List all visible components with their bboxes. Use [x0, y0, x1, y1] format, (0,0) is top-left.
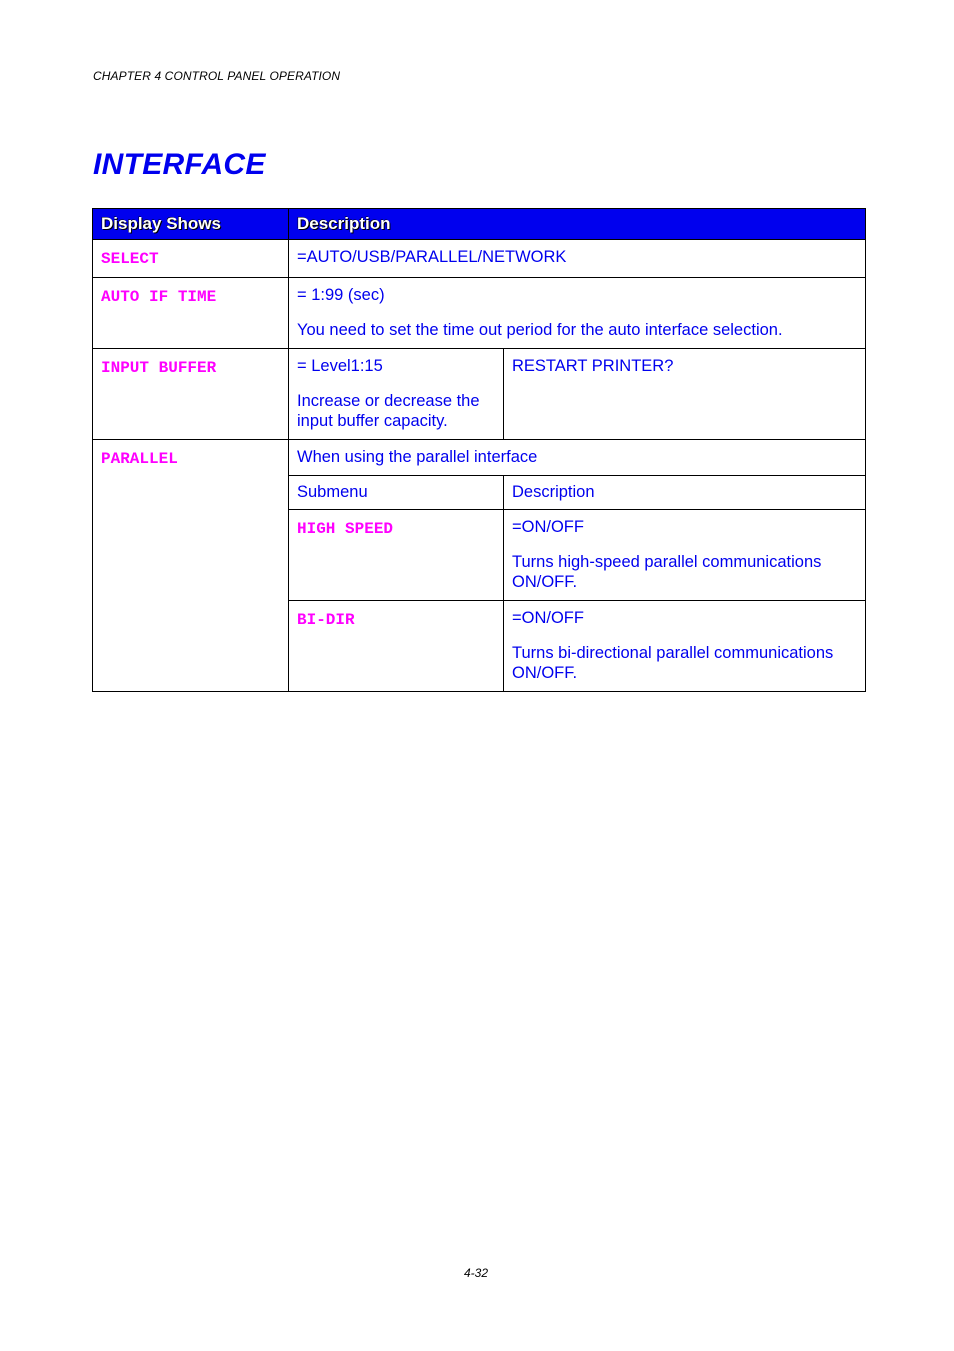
column-header-display-shows: Display Shows [93, 209, 289, 240]
submenu-description-cell [504, 601, 866, 692]
menu-item-auto-if-time: AUTO IF TIME [101, 288, 217, 306]
section-title: INTERFACE [93, 148, 266, 181]
table-row-select [93, 240, 866, 278]
description-cell [289, 240, 866, 278]
description-cell [289, 278, 866, 349]
submenu-item-high-speed: HIGH SPEED [297, 520, 394, 538]
restart-printer-message: RESTART PRINTER? [512, 357, 674, 375]
submenu-description-cell [504, 510, 866, 601]
parallel-intro: When using the parallel interface [297, 448, 538, 466]
setting-value: = 1:99 (sec) [297, 286, 385, 304]
display-cell [93, 240, 289, 278]
setting-note: Increase or decrease the input buffer capacity. [297, 392, 480, 430]
submenu-description-header: Description [504, 476, 866, 510]
description-cell [289, 440, 866, 476]
setting-value: =ON/OFF [512, 609, 584, 627]
submenu-cell [289, 601, 504, 692]
menu-item-input-buffer: INPUT BUFFER [101, 359, 217, 377]
table-row-input-buffer [93, 349, 866, 440]
display-cell [93, 440, 289, 692]
setting-value: =ON/OFF [512, 518, 584, 536]
setting-note: Turns high-speed parallel communications ON/OFF. [512, 553, 822, 591]
menu-item-select: SELECT [101, 250, 159, 268]
table-row-parallel [93, 440, 866, 476]
description-cell [289, 349, 504, 440]
table-header-row [93, 209, 866, 240]
display-cell [93, 349, 289, 440]
display-cell [93, 278, 289, 349]
running-header: CHAPTER 4 CONTROL PANEL OPERATION [93, 69, 341, 83]
setting-value: = Level1:15 [297, 357, 383, 375]
submenu-column-header: Submenu [289, 476, 504, 510]
setting-note: Turns bi-directional parallel communications ON/OFF. [512, 644, 834, 682]
submenu-item-bi-dir: BI-DIR [297, 611, 355, 629]
table-row-auto-if-time [93, 278, 866, 349]
menu-item-parallel: PARALLEL [101, 450, 178, 468]
setting-note: You need to set the time out period for the auto interface selection. [297, 321, 783, 339]
restart-cell [504, 349, 866, 440]
interface-menu-table [92, 208, 866, 692]
submenu-cell [289, 510, 504, 601]
setting-value: =AUTO/USB/PARALLEL/NETWORK [297, 248, 567, 266]
page-number: 4-32 [464, 1266, 489, 1280]
column-header-description: Description [289, 209, 866, 240]
